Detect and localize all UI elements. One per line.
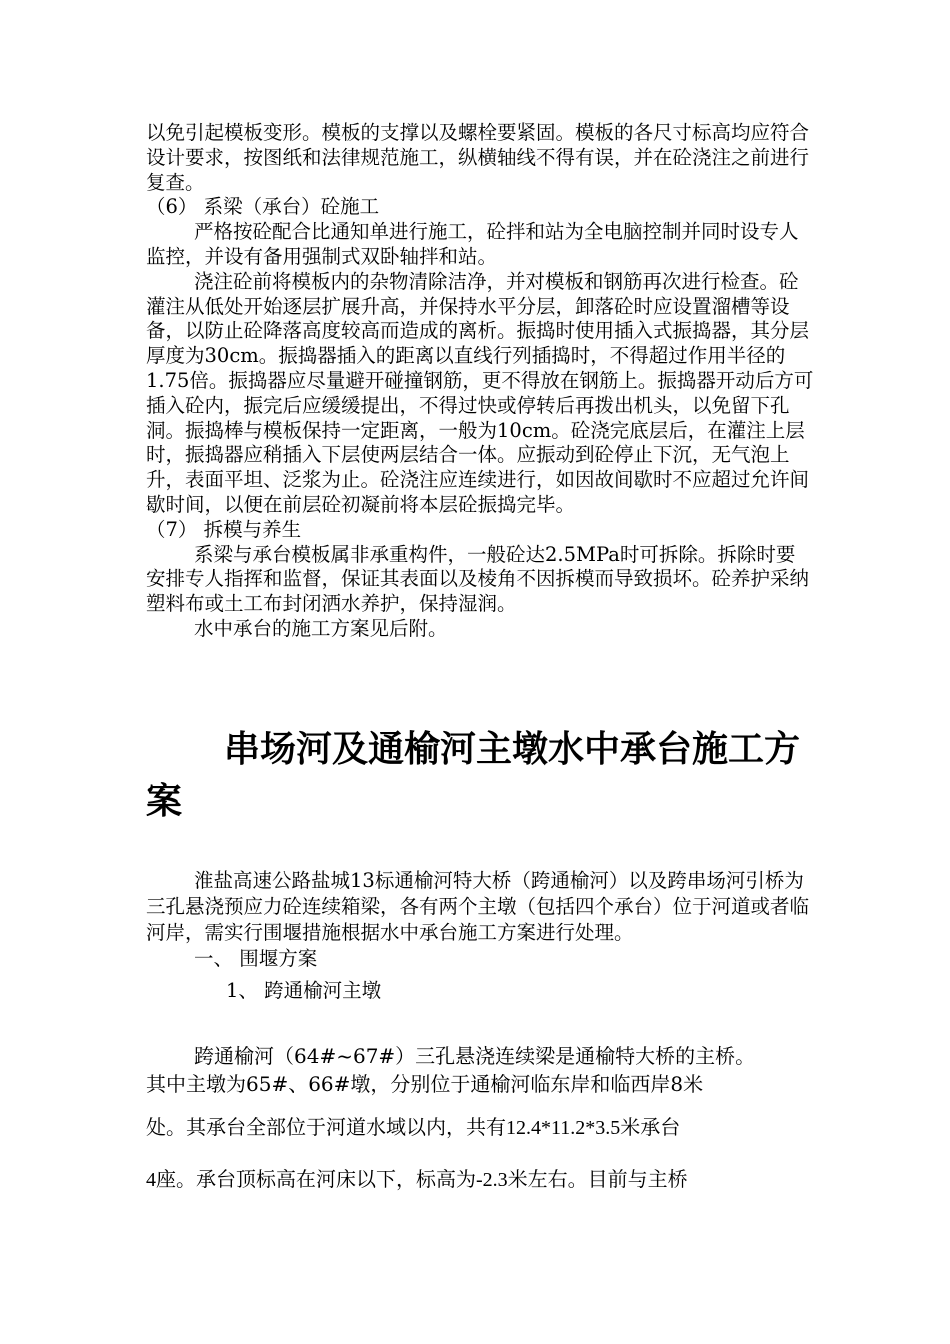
heading-cofferdam-plan: 一、 围堰方案 (194, 947, 318, 970)
paragraph-formwork: 以免引起模板变形。模板的支撑以及螺栓要紧固。模板的各尺寸标高均应符合设计要求，按图纸和法律规范施工，纵横轴线不得有误，并在砼浇注之前进行复查。 (146, 121, 810, 194)
paragraph-appendix-note: 水中承台的施工方案见后附。 (194, 616, 448, 640)
paragraph-mix-ratio: 严格按砼配合比通知单进行施工，砼拌和站为全电脑控制并同时设专人监控，并设有备用强制式双卧轴拌和站。 (146, 220, 799, 268)
paragraph-demolding: 系梁与承台模板属非承重构件，一般砼达2.5MPa时可拆除。拆除时要安排专人指挥和监督，保证其表面以及棱角不因拆模而导致损坏。砼养护采纳塑料布或土工布封闭洒水养护，保持湿润。 (146, 542, 810, 616)
section-construction (146, 121, 814, 642)
heading-demolding-curing: （7） 拆模与养生 (146, 517, 302, 541)
paragraph-line: 其中主墩为65#、66#墩，分别位于通榆河临东岸和临西岸8米 (146, 1072, 704, 1096)
paragraph-pouring: 浇注砼前将模板内的杂物清除洁净，并对模板和钢筋再次进行检查。砼灌注从低处开始逐层扩展升高，并保持水平分层，卸落砼时应设置溜槽等设备，以防止砼降落高度较高而造成的离析。振捣时使用插入式振捣器，其分层厚度为30cm。振捣器插入的距离以直线行列插捣时，不得超过作用半径的1.75倍。振捣器应尽量避开碰撞钢筋，更不得放在钢筋上。振捣器开动后方可插入砼内，振完后应缓缓提出，不得过快或停转后再拨出机头，以免留下孔洞。振捣棒与模板保持一定距离，一般为10cm。砼浇完底层后，在灌注上层时，振捣器应稍插入下层使两层结合一体。应振动到砼停止下沉，无气泡上升，表面平坦、泛浆为止。砼浇注应连续进行，如因故间歇时不应超过允许间歇时间，以便在前层砼初凝前将本层砼振捣完毕。 (146, 269, 814, 516)
heading-main-pier: 1、 跨通榆河主墩 (226, 979, 382, 1002)
heading-beam-concrete: （6） 系梁（承台）砼施工 (146, 195, 380, 219)
paragraph-line: 处。其承台全部位于河道水域以内，共有12.4*11.2*3.5米承台 (146, 1117, 681, 1139)
paragraph-overview: 淮盐高速公路盐城13标通榆河特大桥（跨通榆河）以及跨串场河引桥为三孔悬浇预应力砼连续箱梁，各有两个主墩（包括四个承台）位于河道或者临河岸，需实行围堰措施根据水中承台施工方案进行处理。 (146, 869, 810, 944)
document-title: 串场河及通榆河主墩水中承台施工方案 (146, 729, 801, 822)
section-cofferdam (146, 868, 814, 1004)
paragraph-line: 跨通榆河（64#~67#）三孔悬浇连续梁是通榆特大桥的主桥。 (194, 1044, 756, 1068)
paragraph-line: 4座。承台顶标高在河床以下，标高为-2.3米左右。目前与主桥 (146, 1169, 688, 1191)
paragraph-main-pier (146, 1042, 814, 1194)
